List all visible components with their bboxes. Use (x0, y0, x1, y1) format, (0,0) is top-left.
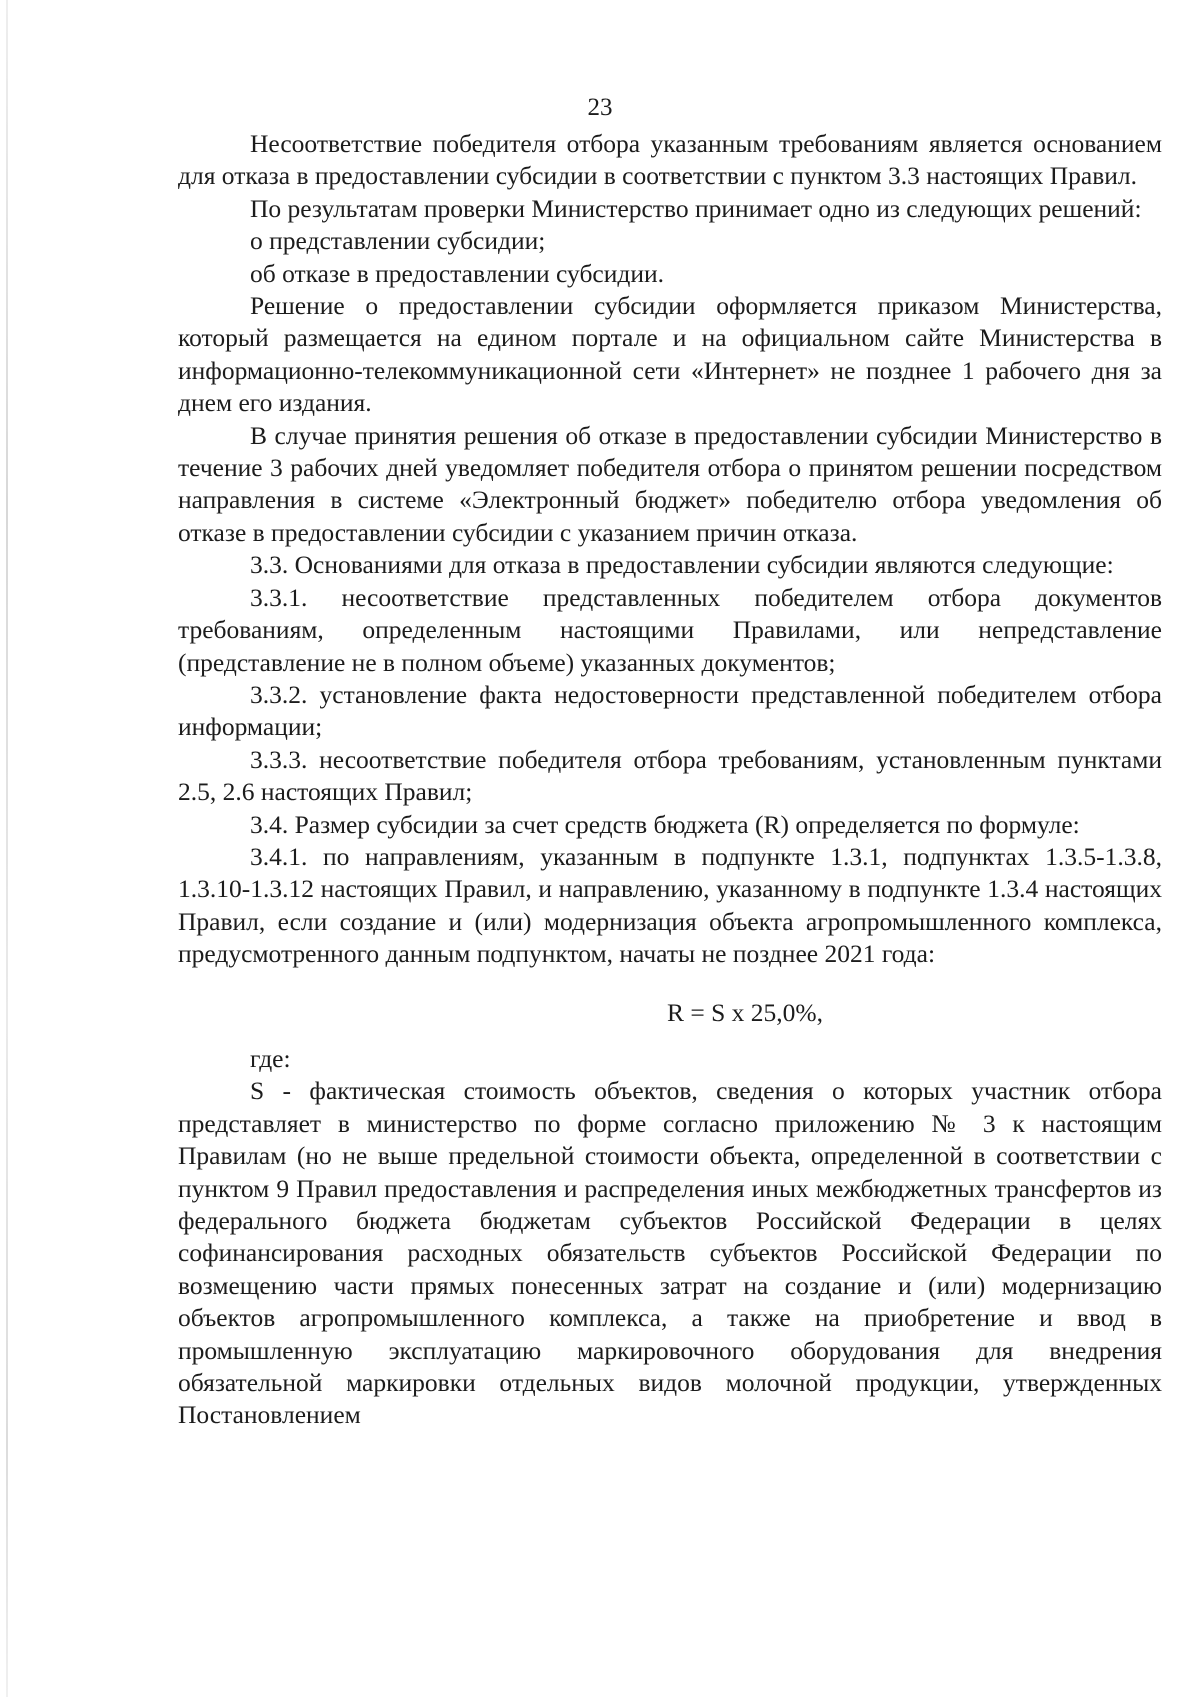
document-body (178, 128, 1162, 1432)
paragraph-noncompliance: Несоответствие победителя отбора указанным требованиям является основанием для отказа в предоставлении субсидии в соответствии с пунктом 3.3 настоящих Правил. (178, 129, 1162, 191)
paragraph-where: где: (250, 1043, 291, 1073)
paragraph-decision-refusal: об отказе в предоставлении субсидии. (250, 258, 665, 288)
paragraph-3-3-2: 3.3.2. установление факта недостоверности представленной победителем отбора информации; (178, 679, 1162, 742)
paragraph-3-3-3: 3.3.3. несоответствие победителя отбора требованиям, установленным пунктами 2.5, 2.6 настоящих Правил; (178, 744, 1162, 807)
scan-edge-shadow (6, 0, 8, 1697)
paragraph-verification-results: По результатам проверки Министерство принимает одно из следующих решений: (250, 193, 1142, 223)
paragraph-decision-grant: о представлении субсидии; (250, 226, 546, 256)
paragraph-3-4-1: 3.4.1. по направлениям, указанным в подпункте 1.3.1, подпунктах 1.3.5-1.3.8, 1.3.10-1.3.12 настоящих Правил, и направлению, указанному в подпункте 1.3.4 настоящих Правил, если создание и (или) модернизация объекта агропромышленного комплекса, предусмотренного данным подпунктом, начаты не позднее 2021 года: (178, 841, 1162, 969)
paragraph-s-definition: S - фактическая стоимость объектов, сведения о которых участник отбора представляет в министерство по форме согласно приложению № 3 к настоящим Правилам (но не выше предельной стоимости объекта, определенной в соответствии с пунктом 9 Правил предоставления и распределения иных межбюджетных трансфертов из федерального бюджета бюджетам субъектов Российской Федерации в целях софинансирования расходных обязательств субъектов Российской Федерации по возмещению части прямых понесенных затрат на создание и (или) модернизацию объектов агропромышленного комплекса, а также на приобретение и ввод в промышленную эксплуатацию маркировочного оборудования для внедрения обязательной маркировки отдельных видов молочной продукции, утвержденных Постановлением (178, 1076, 1162, 1430)
paragraph-3-3-1: 3.3.1. несоответствие представленных победителем отбора документов требованиям, определенным настоящими Правилами, или непредставление (представление не в полном объеме) указанных документов; (178, 582, 1162, 677)
formula: R = S x 25,0%, (666, 997, 824, 1027)
paragraph-decision-order: Решение о предоставлении субсидии оформляется приказом Министерства, который размещается на едином портале и на официальном сайте Министерства в информационно-телекоммуникационной сети «Интернет» не позднее 1 рабочего дня за днем его издания. (178, 291, 1162, 418)
page-number: 23 (587, 94, 613, 121)
paragraph-3-4: 3.4. Размер субсидии за счет средств бюджета (R) определяется по формуле: (250, 809, 1080, 839)
paragraph-refusal-notice: В случае принятия решения об отказе в предоставлении субсидии Министерство в течение 3 рабочих дней уведомляет победителя отбора о принятом решении посредством направления в системе «Электронный бюджет» победителю отбора уведомления об отказе в предоставлении субсидии с указанием причин отказа. (178, 420, 1162, 547)
paragraph-3-3: 3.3. Основаниями для отказа в предоставлении субсидии являются следующие: (250, 550, 1114, 580)
